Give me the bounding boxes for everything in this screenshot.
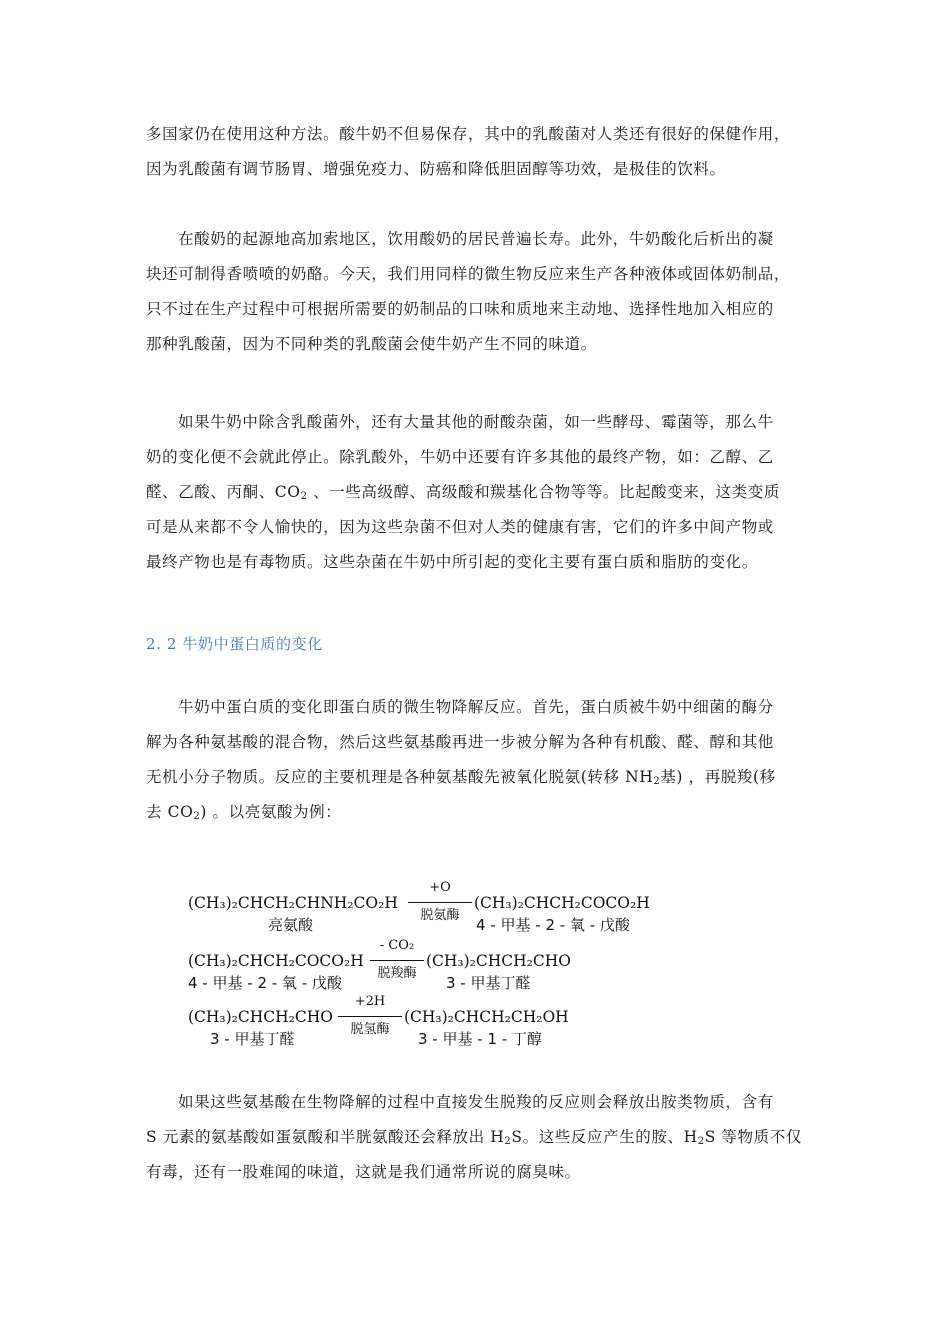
text-line: 有毒，还有一股难闻的味道，这就是我们通常所说的腐臭味。: [146, 1163, 581, 1181]
text-line: 多国家仍在使用这种方法。酸牛奶不但易保存，其中的乳酸菌对人类还有很好的保健作用，: [146, 125, 791, 143]
text-line: 在酸奶的起源地高加索地区，饮用酸奶的居民普遍长寿。此外，牛奶酸化后析出的凝: [178, 230, 774, 248]
enzyme-label: 脱氢酶: [350, 1022, 390, 1037]
product-formula: (CH₃)₂CHCH₂CHO: [426, 952, 571, 970]
reactant-formula: (CH₃)₂CHCH₂CHO: [188, 1008, 333, 1026]
text-segment: 醛、乙酸、丙酮、CO: [146, 483, 301, 501]
text-line: 奶的变化便不会就此停止。除乳酸外，牛奶中还要有许多其他的最终产物，如：乙醇、乙: [146, 448, 774, 466]
text-line: 牛奶中蛋白质的变化即蛋白质的微生物降解反应。首先，蛋白质被牛奶中细菌的酶分: [178, 698, 774, 716]
text-segment: S。这些反应产生的胺、H: [511, 1128, 698, 1146]
text-segment: 基) ，再脱羧(移: [660, 768, 776, 786]
product-name: 4 - 甲基 - 2 - 氧 - 戊酸: [476, 916, 630, 934]
reaction-arrow: [408, 902, 472, 903]
paragraph-3: [146, 405, 808, 580]
text-segment: 去 CO: [146, 803, 194, 821]
text-line: [146, 795, 808, 830]
text-line: 如果这些氨基酸在生物降解的过程中直接发生脱羧的反应则会释放出胺类物质，含有: [178, 1093, 774, 1111]
text-segment: 无机小分子物质。反应的主要机理是各种氨基酸先被氧化脱氨(转移 NH: [146, 768, 654, 786]
subscript: 2: [193, 811, 201, 822]
text-line: 解为各种氨基酸的混合物，然后这些氨基酸再进一步被分解为各种有机酸、醛、醇和其他: [146, 733, 774, 751]
reaction-arrow: [370, 960, 424, 961]
subscript: 2: [300, 491, 308, 502]
text-line: 块还可制得香喷喷的奶酪。今天，我们用同样的微生物反应来生产各种液体或固体奶制品，: [146, 265, 791, 283]
subscript: 2: [653, 776, 661, 787]
reactant-formula: (CH₃)₂CHCH₂CHNH₂CO₂H: [188, 894, 398, 912]
paragraph-4: [146, 690, 808, 830]
text-line: [146, 475, 808, 510]
arrow-condition-top: +O: [429, 880, 451, 895]
text-line: [146, 760, 808, 795]
reaction-arrow: [338, 1016, 402, 1017]
arrow-condition-top: - CO₂: [379, 938, 415, 953]
product-formula: (CH₃)₂CHCH₂CH₂OH: [404, 1008, 569, 1026]
text-line: 可是从来都不令人愉快的，因为这些杂菌不但对人类的健康有害，它们的许多中间产物或: [146, 518, 774, 536]
reaction-2: [186, 938, 676, 994]
product-name: 3 - 甲基丁醛: [446, 974, 531, 992]
reactant-name: 4 - 甲基 - 2 - 氧 - 戊酸: [188, 974, 342, 992]
product-name: 3 - 甲基 - 1 - 丁醇: [418, 1030, 542, 1048]
paragraph-1: [146, 117, 808, 187]
reactant-name: 3 - 甲基丁醛: [210, 1030, 295, 1048]
arrow-condition-top: +2H: [354, 994, 386, 1009]
paragraph-5: [146, 1085, 808, 1190]
text-segment: ) 。以亮氨酸为例：: [200, 803, 342, 821]
text-segment: S 元素的氨基酸如蛋氨酸和半胱氨酸还会释放出 H: [146, 1128, 505, 1146]
subscript: 2: [697, 1136, 705, 1147]
text-line: 因为乳酸菌有调节肠胃、增强免疫力、防癌和降低胆固醇等功效，是极佳的饮料。: [146, 160, 726, 178]
text-line: 如果牛奶中除含乳酸菌外，还有大量其他的耐酸杂菌，如一些酵母、霉菌等，那么牛: [178, 413, 774, 431]
text-line: 最终产物也是有毒物质。这些杂菌在牛奶中所引起的变化主要有蛋白质和脂肪的变化。: [146, 553, 758, 571]
reactant-formula: (CH₃)₂CHCH₂COCO₂H: [188, 952, 364, 970]
paragraph-2: [146, 222, 808, 362]
text-segment: 、一些高级醇、高级酸和羰基化合物等等。比起酸变来，这类变质: [307, 483, 780, 501]
text-segment: S 等物质不仅: [704, 1128, 802, 1146]
enzyme-label: 脱氨酶: [420, 908, 460, 923]
text-line: [146, 1120, 808, 1155]
section-heading: 2. 2 牛奶中蛋白质的变化: [146, 635, 323, 653]
product-formula: (CH₃)₂CHCH₂COCO₂H: [474, 894, 650, 912]
text-line: 那种乳酸菌，因为不同种类的乳酸菌会使牛奶产生不同的味道。: [146, 335, 597, 353]
subscript: 2: [504, 1136, 512, 1147]
reactant-name: 亮氨酸: [268, 916, 314, 934]
enzyme-label: 脱羧酶: [377, 966, 417, 981]
reaction-1: [186, 880, 676, 936]
reaction-3: [186, 994, 676, 1050]
text-line: 只不过在生产过程中可根据所需要的奶制品的口味和质地来主动地、选择性地加入相应的: [146, 300, 774, 318]
